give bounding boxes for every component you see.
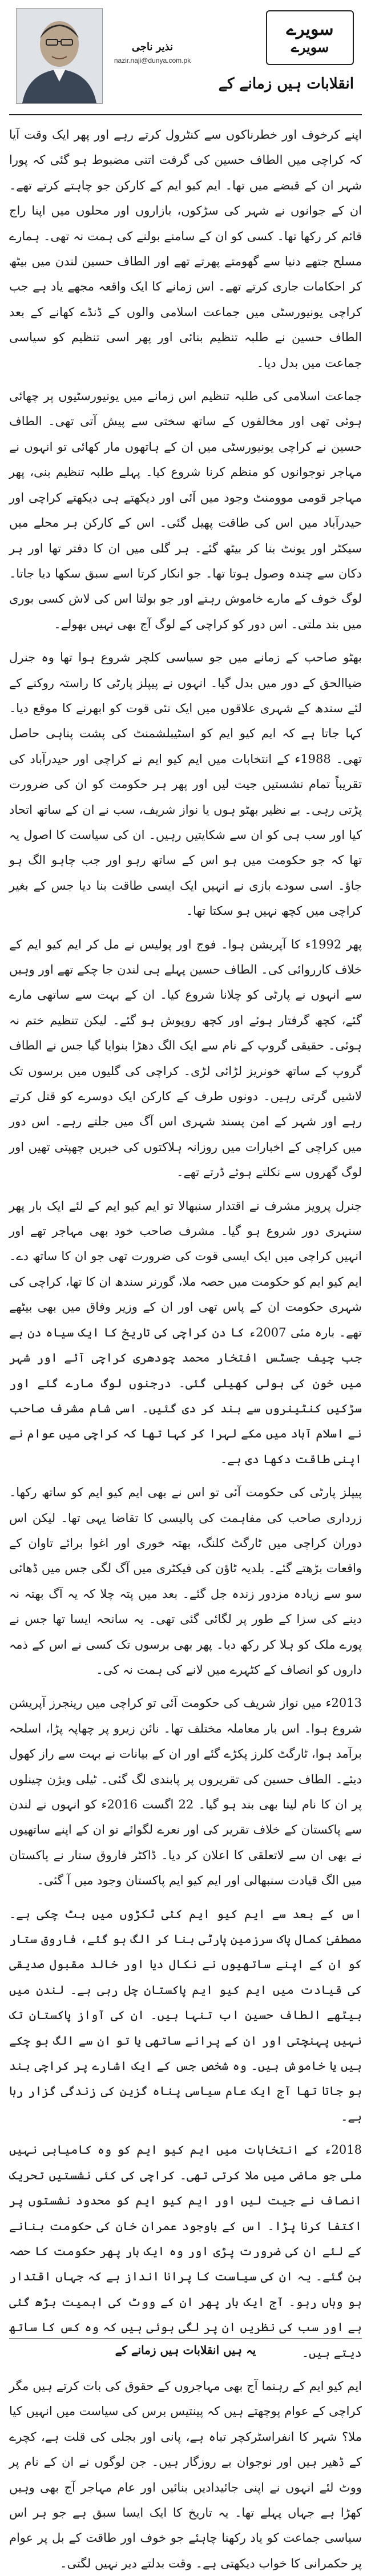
- author-byline: [110, 41, 195, 64]
- author-name: نذیر ناجی: [131, 41, 174, 53]
- article-paragraph: بھٹو صاحب کے زمانے میں جو سیاسی کلچر شروع ہوا تھا وہ جنرل ضیاالحق کے دور میں بدل گیا۔ انہوں نے پیپلز پارٹی کا راستہ روکنے کے لئے سندھ کے شہری علاقوں میں ایک نئی قوت کو ابھرنے کا موقع دیا۔ کہا جاتا ہے کہ ایم کیو ایم کو اسٹیبلشمنٹ کی پشت پناہی حاصل تھی۔ 1988ء کے انتخابات میں ایم کیو ایم نے کراچی اور حیدرآباد کی تقریباً تمام نشستیں جیت لیں اور پھر ہر حکومت کو ان کی ضرورت پڑتی رہی۔ بے نظیر بھٹو ہوں یا نواز شریف، سب نے ان کے ساتھ اتحاد کیا اور سب ہی کو ان سے شکایتیں رہیں۔ ان کی سیاست کا اصول یہ تھا کہ جو حکومت میں ہو اس کے ساتھ رہو اور جب چاہو الگ ہو جاؤ۔ اسی سودے بازی نے انہیں ایک ایسی طاقت بنا دیا جس کے بغیر کراچی میں کچھ نہیں ہو سکتا تھا۔: [9, 651, 362, 918]
- article-paragraph: 2018ء کے انتخابات میں ایم کیو ایم کو وہ کامیابی نہیں ملی جو ماضی میں ملا کرتی تھی۔ کراچی کی کئی نشستیں تحریک انصاف نے جیت لیں اور ایم کیو ایم کو محدود نشستوں پر اکتفا کرنا پڑا۔ اس کے باوجود عمران خان کی حکومت بنانے کے لئے ان کی ضرورت پڑی اور وہ ایک بار پھر حکومت کا حصہ بن گئے۔ یہ ان کی سیاست کا پرانا انداز ہے کہ جہاں اقتدار ہو وہاں رہو۔ آج ایک بار پھر ان کے ووٹ کی اہمیت بڑھ گئی ہے اور سب کی نظریں ان پر لگی ہوئی ہیں کہ وہ کس کا ساتھ دیتے ہیں۔: [9, 2143, 362, 2360]
- article-paragraph: پھر 1992ء کا آپریشن ہوا۔ فوج اور پولیس نے مل کر ایم کیو ایم کے خلاف کارروائی کی۔ الطاف حسین پہلے ہی لندن جا چکے تھے اور وہیں سے انہوں نے پارٹی کو چلانا شروع کیا۔ ان کے بہت سے ساتھی مارے گئے، کچھ گرفتار ہوئے اور کچھ روپوش ہو گئے۔ لیکن تنظیم ختم نہ ہوئی۔ حقیقی گروپ کے نام سے ایک الگ دھڑا بنوایا گیا جس نے الطاف گروپ کے ساتھ خونریز لڑائی لڑی۔ کراچی کی گلیوں میں برسوں تک لاشیں گرتی رہیں۔ دونوں طرف کے کارکن ایک دوسرے کو قتل کرتے رہے اور شہر کے امن پسند شہری اس آگ میں جلتے رہے۔ اس دور میں کراچی کے اخبارات میں روزانہ ہلاکتوں کی خبریں چھپتی تھیں اور لوگ گھروں سے نکلتے ہوئے ڈرتے تھے۔: [9, 937, 362, 1180]
- column-logo: [266, 10, 354, 65]
- author-email: nazir.naji@dunya.com.pk: [114, 56, 191, 64]
- closing-line: یہ ہیں انقلابات ہیں زمانے کے: [9, 2338, 362, 2357]
- article-paragraph: جنرل پرویز مشرف نے اقتدار سنبھالا تو ایم کیو ایم کے لئے ایک بار پھر سنہری دور شروع ہو گیا۔ مشرف صاحب خود بھی مہاجر تھے اور انہیں کراچی میں ایک ایسی قوت کی ضرورت تھی جو ان کا ساتھ دے۔ ایم کیو ایم کو حکومت میں حصہ ملا، گورنر سندھ ان کا تھا، کراچی کی شہری حکومت ان کے پاس تھی اور ان کے وزیر وفاق میں بھی بیٹھے تھے۔ بارہ مئی 2007ء کا دن کراچی کی تاریخ کا ایک سیاہ دن ہے جب چیف جسٹس افتخار محمد چودھری کراچی آئے اور شہر میں خون کی ہولی کھیلی گئی۔ درجنوں لوگ مارے گئے اور سڑکیں کنٹینروں سے بند کر دی گئیں۔ اسی شام مشرف صاحب نے اسلام آباد میں مکے لہرا کر کہا تھا کہ کراچی میں عوام نے اپنی طاقت دکھا دی ہے۔: [9, 1198, 362, 1466]
- article-paragraph: اس کے بعد سے ایم کیو ایم کئی ٹکڑوں میں بٹ چکی ہے۔ مصطفیٰ کمال پاک سرزمین پارٹی بنا کر الگ ہو گئے، فاروق ستار کو ان کے اپنے ساتھیوں نے نکال دیا اور خالد مقبول صدیقی کی قیادت میں ایم کیو ایم پاکستان چل رہی ہے۔ لندن میں بیٹھے الطاف حسین اب تنہا ہیں۔ ان کی آواز پاکستان تک نہیں پہنچتی اور ان کے پرانے ساتھی یا تو ان سے الگ ہو چکے ہیں یا خاموش ہیں۔ وہ شخص جس کے ایک اشارے پر کراچی بند ہو جاتا تھا آج ایک عام سیاسی پناہ گزین کی زندگی گزار رہا ہے۔: [9, 1907, 362, 2123]
- article-paragraph: اپنے کرخوف اور خطرناکوں سے کنٹرول کرتے رہے اور پھر ایک وقت آیا کہ کراچی میں الطاف حسین کی گرفت اتنی مضبوط ہو گئی کہ پورا شہر ان کے قبضے میں تھا۔ ایم کیو ایم کے کارکن جو چاہتے کرتے تھے۔ ان کے جوانوں نے شہر کی سڑکوں، بازاروں اور محلوں میں اپنا راج قائم کر رکھا تھا۔ کسی کو ان کے سامنے بولنے کی ہمت نہ تھی۔ ہمارے مسلح جتھے دنیا سے گھومتے پھرتے تھے اور الطاف حسین لندن میں بیٹھ کر احکامات جاری کرتے تھے۔ اس زمانے کا ایک واقعہ مجھے یاد ہے جب کراچی یونیورسٹی میں جماعت اسلامی والوں کے ڈنڈے کھانے کے بعد الطاف حسین نے طلبہ تنظیم بنائی اور پھر اسی تنظیم کو سیاسی جماعت میں بدل دیا۔: [9, 128, 362, 370]
- article-paragraph: جماعت اسلامی کی طلبہ تنظیم اس زمانے میں یونیورسٹیوں پر چھائی ہوئی تھی اور مخالفوں کے ساتھ سختی سے پیش آتی تھی۔ الطاف حسین نے کراچی یونیورسٹی میں ان کے ہاتھوں مار کھائی تو انہوں نے مہاجر نوجوانوں کو منظم کرنا شروع کیا۔ پہلے طلبہ تنظیم بنی، پھر مہاجر قومی موومنٹ وجود میں آئی اور دیکھتے ہی دیکھتے کراچی اور حیدرآباد میں اس کی طاقت پھیل گئی۔ اس کے کارکن ہر محلے میں سیکٹر اور یونٹ بنا کر بیٹھ گئے۔ ہر گلی میں ان کا دفتر تھا اور ہر دکان سے چندہ وصول ہوتا تھا۔ جو انکار کرتا اسے سبق سکھا دیا جاتا۔ لوگ خوف کے مارے خاموش رہتے اور جو بولتا اس کی لاش کسی بوری میں بند ملتی۔ اس دور کو کراچی کے لوگ آج بھی نہیں بھولے۔: [9, 389, 362, 631]
- column-name-line2: سویرے: [291, 39, 329, 55]
- column-masthead: [9, 0, 362, 115]
- portrait-icon: [17, 9, 102, 103]
- article-paragraph: 2013ء میں نواز شریف کی حکومت آئی تو کراچی میں رینجرز آپریشن شروع ہوا۔ اس بار معاملہ مختلف تھا۔ نائن زیرو پر چھاپہ پڑا، اسلحہ برآمد ہوا، ٹارگٹ کلرز پکڑے گئے اور ان کے بیانات نے بہت سے راز کھول دیئے۔ الطاف حسین کی تقریروں پر پابندی لگ گئی۔ ٹیلی ویژن چینلوں پر ان کا نام لینا بھی بند ہو گیا۔ 22 اگست 2016ء کو انہوں نے لندن سے پاکستان کے خلاف تقریر کی اور نعرے لگوائے تو ان کے اپنے ساتھیوں نے بھی ان سے لاتعلقی کا اعلان کر دیا۔ ڈاکٹر فاروق ستار نے پاکستان میں الگ قیادت سنبھالی اور ایم کیو ایم پاکستان وجود میں آ گئی۔: [9, 1696, 362, 1888]
- article-paragraph: ایم کیو ایم کے رہنما آج بھی مہاجروں کے حقوق کی بات کرتے ہیں مگر کراچی کے عوام پوچھتے ہیں کہ پینتیس برس کی سیاست میں انہیں کیا ملا؟ شہر کا انفراسٹرکچر تباہ ہے، پانی اور بجلی کی قلت ہے، کچرے کے ڈھیر ہیں اور نوجوان بے روزگار ہیں۔ جن لوگوں نے ان کے نام پر ووٹ لئے انہوں نے اپنی جائیدادیں بنائیں اور عام مہاجر آج بھی وہیں کھڑا ہے جہاں پہلے تھا۔ یہ تاریخ کا ایک ایسا سبق ہے جو ہر اس سیاسی جماعت کو یاد رکھنا چاہئے جو خوف اور طاقت کے بل پر عوام پر حکمرانی کا خواب دیکھتی ہے۔ وقت بدلتے دیر نہیں لگتی۔: [9, 2379, 362, 2570]
- column-name-line1: سویرے: [286, 19, 334, 39]
- article-paragraph: پیپلز پارٹی کی حکومت آئی تو اس نے بھی ایم کیو ایم کو ساتھ رکھا۔ زرداری صاحب کی مفاہمت کی پالیسی کا تقاضا یہی تھا۔ لیکن اس دوران کراچی میں ٹارگٹ کلنگ، بھتہ خوری اور اغوا برائے تاوان کے واقعات بڑھتے گئے۔ بلدیہ ٹاؤن کی فیکٹری میں آگ لگی جس میں ڈھائی سو سے زیادہ مزدور زندہ جل گئے۔ بعد میں پتہ چلا کہ یہ آگ بھتہ نہ دینے کی سزا کے طور پر لگائی گئی تھی۔ یہ سانحہ ایسا تھا جس نے پورے ملک کو ہلا کر رکھ دیا۔ پھر بھی برسوں تک کسی نے اس کے ذمہ داروں کو انصاف کے کٹہرے میں لانے کی ہمت نہ کی۔: [9, 1485, 362, 1677]
- article-headline: انقلابات ہیں زمانے کے: [218, 75, 354, 92]
- author-photo: [16, 8, 103, 104]
- article-body: [9, 115, 362, 2576]
